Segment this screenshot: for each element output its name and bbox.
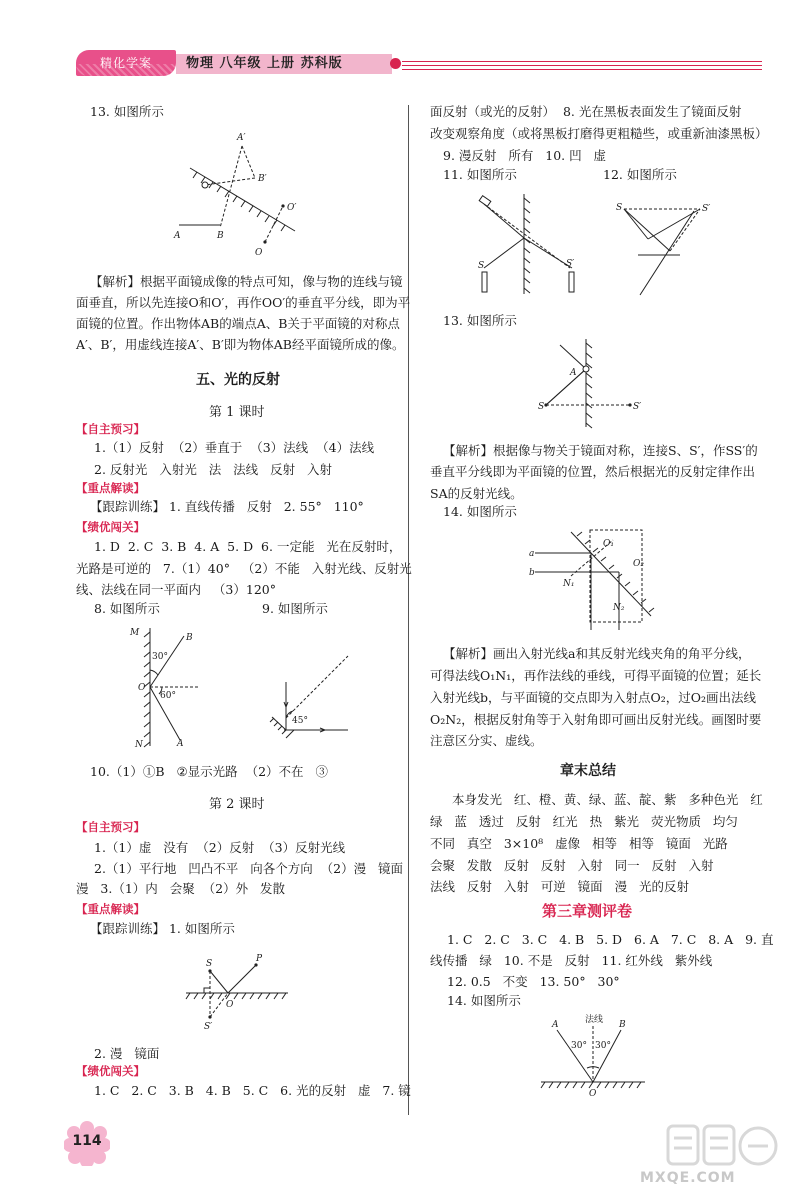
analysis-13-line-3: 面镜的位置。作出物体AB的端点A、B关于平面镜的对称点 [76, 316, 400, 331]
ray-op [228, 965, 256, 993]
point-s [208, 969, 211, 972]
q10-line: 10.（1）①B ②显示光路 （2）不在 ③ [90, 764, 328, 779]
brand-pattern [76, 64, 176, 76]
label-n1: N₁ [563, 579, 575, 589]
section-title: 五、光的反射 [196, 372, 280, 388]
analysis-13r-line-3: SA的反射光线。 [430, 486, 523, 501]
normal-dashed [286, 656, 348, 718]
label-30-left: 30° [571, 1041, 587, 1051]
q2-line: 2. 漫 镜面 [94, 1046, 160, 1061]
label-a: A [552, 1020, 559, 1030]
excel-2-line: 1. C 2. C 3. B 4. B 5. C 6. 光的反射 虚 7. 镜 [94, 1083, 411, 1098]
point-s-prime [208, 1015, 211, 1018]
ray-ao [557, 1030, 593, 1082]
label-p: P [256, 954, 263, 964]
label-o: O [138, 683, 146, 693]
preview-2-line-3: 漫 3.（1）内 会聚 （2）外 发散 [76, 881, 286, 896]
page-number: 114 [72, 1133, 102, 1149]
preview-1-line-2: 2. 反射光 入射光 法 法线 反射 入射 [94, 462, 333, 477]
label-a: A [174, 231, 181, 241]
label-n2: N₂ [613, 603, 625, 613]
flashlight-icon [479, 196, 491, 207]
figure-9 [260, 652, 360, 748]
tag-key-2: 【重点解读】 [76, 902, 145, 916]
header-rule-mid [402, 65, 762, 66]
label-o: O [589, 1089, 597, 1099]
analysis-13-line-2: 面垂直，所以先连接O和O′，再作OO′的垂直平分线，即为平 [76, 295, 411, 310]
label-m: M [130, 628, 140, 638]
label-b: B [619, 1020, 626, 1030]
label-o: O [226, 1000, 234, 1010]
analysis-13-line-1: 【解析】根据平面镜成像的特点可知，像与物的连线与镜 [90, 274, 403, 289]
key-1-line: 【跟踪训练】 1. 直线传播 反射 2. 55° 110° [90, 499, 364, 514]
ray-to-s [484, 238, 524, 268]
chapter-summary-title: 章末总结 [560, 763, 616, 779]
label-n: N [135, 740, 143, 750]
mirror-hatch [270, 718, 294, 738]
point-s [544, 403, 547, 406]
point-s-prime [628, 403, 631, 406]
q14-label: 14. 如图所示 [443, 504, 517, 519]
excel-1-line-1: 1. D 2. C 3. B 4. A 5. D 6. 一定能 光在反射时， [94, 539, 402, 554]
label-s-prime: S′ [702, 204, 711, 214]
summary-line-4: 会聚 发散 反射 反射 入射 同一 反射 入射 [430, 858, 714, 873]
analysis-14-line-3: 入射光线b，与平面镜的交点即为入射点O₂，过O₂画出法线 [430, 690, 757, 705]
excel-1-line-2: 光路是可逆的 7.（1）40° （2）不能 入射光线、反射光 [76, 561, 412, 576]
preview-2-line-2: 2.（1）平行地 凹凸不平 向各个方向 （2）漫 镜面 [94, 861, 404, 876]
label-o-prime: O′ [287, 203, 297, 213]
dashed-1 [670, 209, 700, 251]
cont-line-1: 面反射（或光的反射） 8. 光在黑板表面发生了镜面反射 [430, 104, 742, 119]
label-b: B [217, 231, 224, 241]
label-s: S [538, 402, 545, 412]
label-30-right: 30° [595, 1041, 611, 1051]
ray-reflected [524, 238, 575, 269]
figure-tracking [180, 945, 295, 1035]
watermark-url: MXQE.COM [640, 1170, 736, 1186]
figure-12 [610, 195, 720, 300]
candle-left [482, 272, 487, 292]
q13r-label: 13. 如图所示 [443, 313, 517, 328]
q12-label: 12. 如图所示 [603, 167, 677, 182]
label-s: S [616, 203, 623, 213]
a-prime-b-prime-dashed [242, 146, 255, 178]
label-o2: O₂ [633, 559, 644, 569]
tag-excel-1: 【绩优闯关】 [76, 520, 145, 534]
label-30: 30° [152, 652, 168, 662]
label-b: b [529, 568, 535, 578]
label-normal: 法线 [585, 1015, 604, 1025]
book-title: 物理 八年级 上册 苏科版 [186, 56, 343, 71]
mirror-hatch [586, 343, 592, 428]
mirror-hatch [186, 993, 286, 999]
ray-to-sprime [648, 209, 700, 239]
angle-arc-30 [150, 670, 158, 675]
q8-label: 8. 如图所示 [94, 601, 160, 616]
figure-13-mirror [165, 128, 315, 268]
tag-key-1: 【重点解读】 [76, 481, 145, 495]
test-line-2: 线传播 绿 10. 不是 反射 11. 红外线 紫外线 [430, 953, 713, 968]
analysis-14-line-5: 注意区分实、虚线。 [430, 733, 543, 748]
label-s: S [478, 261, 485, 271]
right-angle-mark [204, 988, 210, 993]
point-o [263, 240, 266, 243]
oo-prime-dashed [265, 206, 283, 242]
figure-14 [525, 526, 665, 636]
mirror-line [190, 168, 295, 231]
label-b-prime: B′ [258, 174, 267, 184]
preview-1-line-1: 1.（1）反射 （2）垂直于 （3）法线 （4）法线 [94, 440, 375, 455]
summary-line-5: 法线 反射 入射 可逆 镜面 漫 光的反射 [430, 879, 690, 894]
summary-line-1: 本身发光 红、橙、黄、绿、蓝、靛、紫 多种色光 红 [452, 792, 763, 807]
header-rule-top [402, 61, 762, 62]
mirror-left [272, 717, 286, 730]
candle-right [569, 272, 574, 292]
label-o1: O₁ [603, 539, 614, 549]
test-title: 第三章测评卷 [542, 902, 633, 920]
q9-label: 9. 如图所示 [262, 601, 328, 616]
aa-prime-dashed [220, 146, 242, 228]
figure-11 [470, 188, 590, 298]
figure-13-right [530, 335, 640, 430]
analysis-14-line-4: O₂N₂，根据反射角等于入射角即可画出反射光线。画图时要 [430, 712, 762, 727]
label-b: B [186, 633, 193, 643]
ray-flashlight [484, 204, 524, 238]
label-a: A [177, 739, 184, 749]
ray-ob [593, 1030, 621, 1082]
summary-line-3: 不同 真空 3×10⁸ 虚像 相等 相等 镜面 光路 [430, 836, 728, 851]
mirror-hatch [193, 172, 285, 231]
header-dot [390, 58, 401, 69]
label-a: A [570, 368, 577, 378]
label-o: O [255, 248, 263, 258]
lesson-1-title: 第 1 课时 [209, 405, 265, 420]
label-s: S [206, 959, 213, 969]
label-s-prime: S′ [566, 259, 575, 269]
mirror-hatch [524, 198, 530, 293]
page-header [0, 40, 801, 90]
preview-2-line-1: 1.（1）虚 没有 （2）反射 （3）反射光线 [94, 840, 346, 855]
analysis-14-line-2: 可得法线O₁N₁，再作法线的垂线，可得平面镜的位置；延长 [430, 668, 762, 683]
cont-line-2: 改变观察角度（或将黑板打磨得更粗糙些，或重新油漆黑板） [430, 126, 768, 141]
tag-excel-2: 【绩优闯关】 [76, 1064, 145, 1078]
figure-8 [120, 622, 210, 752]
summary-line-2: 绿 蓝 透过 反射 红光 热 紫光 荧光物质 均匀 [430, 814, 738, 829]
ray-a [560, 345, 586, 369]
tag-preview-2: 【自主预习】 [76, 820, 145, 834]
label-a: a [529, 549, 535, 559]
cont-line-3: 9. 漫反射 所有 10. 凹 虚 [443, 148, 607, 163]
ray-s2 [624, 209, 648, 239]
ray-so [210, 971, 228, 993]
mirror-hatch [541, 1082, 641, 1088]
excel-1-line-3: 线、法线在同一平面内 （3）120° [76, 582, 276, 597]
tag-preview-1: 【自主预习】 [76, 422, 145, 436]
test-line-1: 1. C 2. C 3. C 4. B 5. D 6. A 7. C 8. A 9. 直 [447, 932, 774, 947]
test-line-3: 12. 0.5 不变 13. 50° 30° [447, 974, 620, 989]
point-a-circle [583, 366, 589, 372]
q11-label: 11. 如图所示 [443, 167, 517, 182]
header-rule-bottom [402, 69, 762, 70]
analysis-14-line-1: 【解析】画出入射光线a和其反射光线夹角的角平分线， [443, 646, 751, 661]
ray-sa [546, 369, 586, 405]
test-line-4: 14. 如图所示 [447, 993, 521, 1008]
mirror-slanted [640, 211, 694, 295]
key-2-line: 【跟踪训练】 1. 如图所示 [90, 921, 235, 936]
label-s-prime: S′ [204, 1022, 213, 1032]
label-45: 45° [292, 716, 308, 726]
lesson-2-title: 第 2 课时 [209, 797, 265, 812]
label-s-prime: S′ [633, 402, 642, 412]
point-o-prime [281, 204, 284, 207]
label-a-prime: A′ [237, 133, 246, 143]
brand-badge: 精化学案 [76, 50, 176, 76]
analysis-13-line-4: A′、B′，用虚线连接A′、B′即为物体AB经平面镜所成的像。 [76, 337, 405, 352]
label-60: 60° [160, 691, 176, 701]
analysis-13r-line-2: 垂直平分线即为平面镜的位置，然后根据光的反射定律作出 [430, 464, 756, 479]
analysis-13r-line-1: 【解析】根据像与物关于镜面对称，连接S、S′，作SS′的 [443, 443, 758, 458]
q13-label: 13. 如图所示 [90, 104, 164, 119]
column-divider [408, 105, 409, 1115]
figure-test-14 [535, 1010, 650, 1100]
point-o-circle [202, 182, 208, 188]
